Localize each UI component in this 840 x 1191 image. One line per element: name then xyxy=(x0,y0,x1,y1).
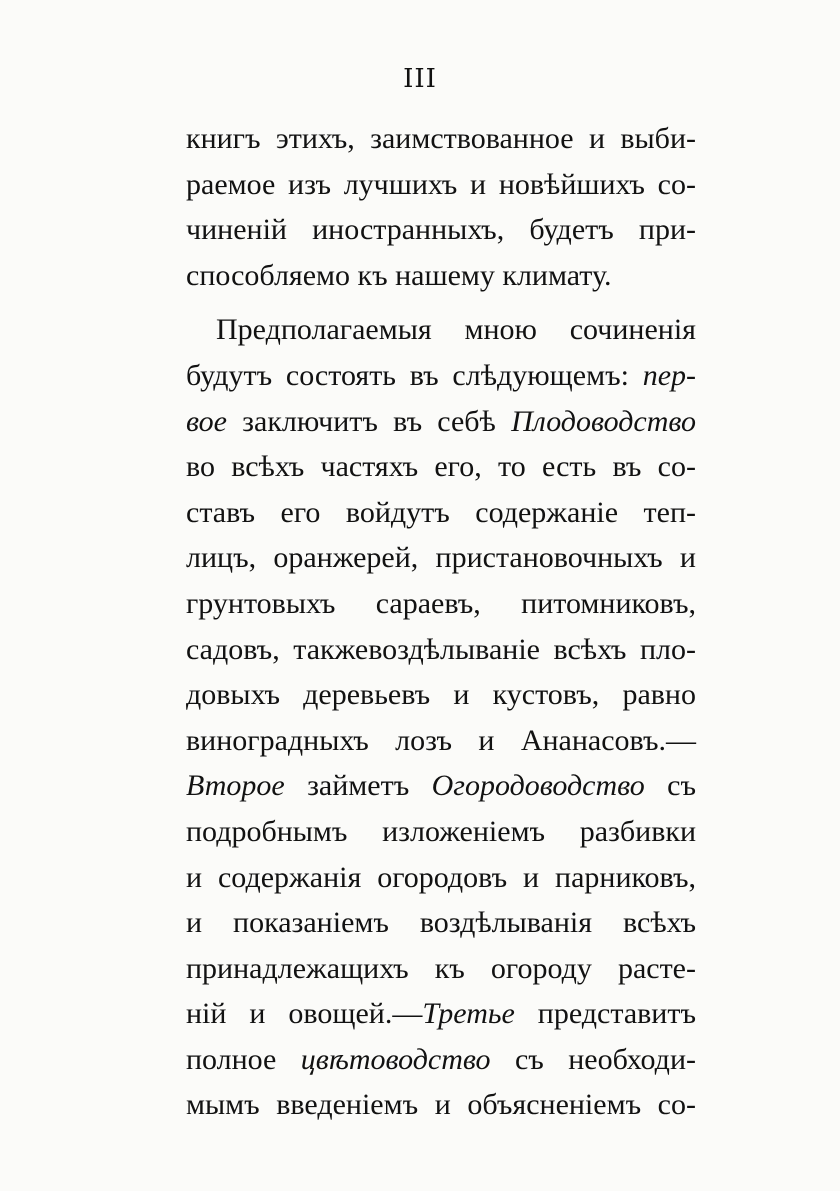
text-run: принадлежащихъ къ огороду расте- xyxy=(186,951,696,985)
italic-run: вое xyxy=(186,404,227,438)
text-line xyxy=(186,855,696,901)
text-run: раемое изъ лучшихъ и новѣйшихъ со- xyxy=(186,167,696,201)
italic-run: Второе xyxy=(186,769,285,803)
text-run: чиненій иностранныхъ, будетъ при- xyxy=(186,213,696,247)
text-run: съ необходи- xyxy=(490,1042,696,1076)
text-line xyxy=(186,718,696,764)
text-line xyxy=(186,116,696,162)
italic-run: пер- xyxy=(642,358,696,392)
text-line xyxy=(186,399,696,445)
text-line xyxy=(186,627,696,673)
text-run: виноградныхъ лозъ и Ананасовъ.— xyxy=(186,723,696,757)
text-run: лицъ, оранжерей, пристановочныхъ и xyxy=(186,541,696,575)
text-run: заключитъ въ себѣ xyxy=(226,404,512,438)
text-run: представитъ xyxy=(514,997,696,1031)
italic-run: Огородоводство xyxy=(431,769,645,803)
text-run: съ xyxy=(644,769,696,803)
text-run: будутъ состоять въ слѣдующемъ: xyxy=(186,358,643,392)
text-line xyxy=(186,490,696,536)
text-run: во всѣхъ частяхъ его, то есть въ со- xyxy=(186,450,696,484)
text-run: полное xyxy=(186,1042,301,1076)
text-line xyxy=(186,900,696,946)
text-line xyxy=(186,1037,696,1083)
text-run: мымъ введеніемъ и объясненіемъ со- xyxy=(186,1088,696,1122)
text-line xyxy=(186,307,696,353)
text-line xyxy=(186,991,696,1037)
body-text xyxy=(186,116,696,1128)
text-line xyxy=(186,162,696,208)
text-line xyxy=(186,809,696,855)
text-line xyxy=(186,353,696,399)
page-number: III xyxy=(403,64,437,94)
text-run: садовъ, такжевоздѣлываніе всѣхъ пло- xyxy=(186,632,696,666)
text-run: ній и овощей.— xyxy=(186,997,423,1031)
text-run: Предполагаемыя мною сочиненія xyxy=(216,313,696,347)
italic-run: цвѣтоводство xyxy=(300,1042,491,1076)
paragraph-gap xyxy=(186,298,696,307)
text-run: книгъ этихъ, заимствованное и выби- xyxy=(186,122,696,155)
text-run: и содержанія огородовъ и парниковъ, xyxy=(186,860,696,894)
text-line xyxy=(186,207,696,253)
italic-run: Плодоводство xyxy=(511,404,696,438)
text-line xyxy=(186,672,696,718)
text-run: грунтовыхъ сараевъ, питомниковъ, xyxy=(186,586,696,620)
text-run: довыхъ деревьевъ и кустовъ, равно xyxy=(186,678,696,712)
text-run: способляемо къ нашему климату. xyxy=(186,258,612,292)
text-line xyxy=(186,581,696,627)
text-line xyxy=(186,444,696,490)
text-run: ставъ его войдутъ содержаніе теп- xyxy=(186,495,696,529)
text-line xyxy=(186,763,696,809)
paragraph-1 xyxy=(186,116,696,298)
text-line xyxy=(186,1082,696,1128)
italic-run: Третье xyxy=(422,997,515,1031)
text-line xyxy=(186,946,696,992)
text-run: займетъ xyxy=(284,769,432,803)
text-line xyxy=(186,253,696,299)
text-run: и показаніемъ воздѣлыванія всѣхъ xyxy=(186,906,696,940)
paragraph-2 xyxy=(186,307,696,1128)
text-line xyxy=(186,535,696,581)
text-run: подробнымъ изложеніемъ разбивки xyxy=(186,814,696,848)
